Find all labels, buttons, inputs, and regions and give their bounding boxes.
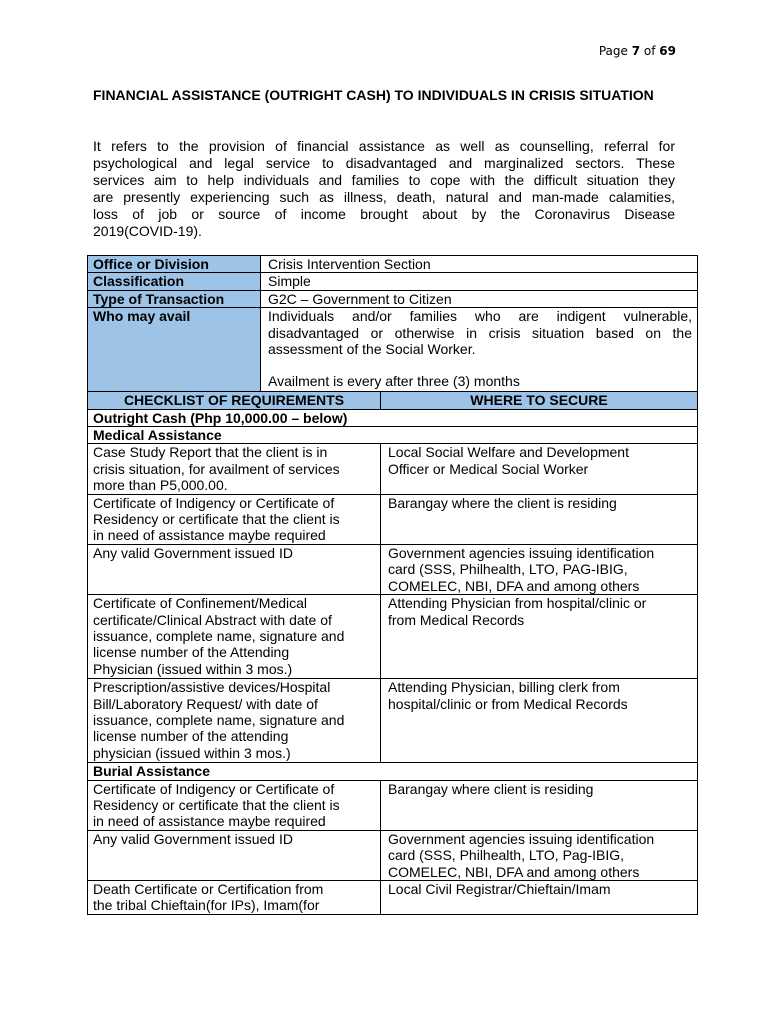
where-line: hospital/clinic or from Medical Records (388, 695, 628, 712)
intro-line: loss of job or source of income brought about by the Coronavirus Disease (93, 206, 675, 222)
intro-line: It refers to the provision of financial assistance as well as counselling, referral for (93, 138, 675, 154)
where-line: Local Civil Registrar/Chieftain/Imam (388, 880, 611, 897)
req-line: crisis situation, for availment of services (93, 460, 340, 477)
section-title: FINANCIAL ASSISTANCE (OUTRIGHT CASH) TO INDIVIDUALS IN CRISIS SITUATION (93, 87, 654, 103)
intro-line: psychological and legal service to disadvantaged and marginalized sectors. These (93, 155, 675, 171)
transaction-label: Type of Transaction (88, 290, 261, 307)
req-line: Residency or certificate that the client is (93, 511, 340, 528)
intro-line: services aim to help individuals and families to cope with the difficult situation they (93, 172, 675, 188)
requirement-cell (88, 494, 381, 544)
where-line: Attending Physician from hospital/clinic or (388, 595, 647, 612)
where-cell (381, 830, 698, 880)
where-line: Local Social Welfare and Development (388, 444, 629, 461)
req-line: license number of the attending (93, 728, 289, 745)
req-line: more than P5,000.00. (93, 477, 228, 494)
requirement-row (88, 880, 698, 914)
req-line: Death Certificate or Certification from (93, 880, 324, 897)
requirement-cell (88, 830, 381, 880)
req-line: issuance, complete name, signature and (93, 627, 345, 644)
where-line: Barangay where the client is residing (388, 494, 617, 511)
page-current: 7 (631, 44, 641, 58)
requirement-row (88, 780, 698, 830)
who-line: disadvantaged or otherwise in crisis situation based on the (268, 324, 693, 341)
checklist-header (88, 392, 698, 409)
who-value (261, 308, 698, 392)
burial-section-title: Burial Assistance (88, 763, 698, 780)
where-line: card (SSS, Philhealth, LTO, Pag-IBIG, (388, 847, 625, 864)
where-cell (381, 679, 698, 763)
requirement-cell (88, 544, 381, 594)
page-of: of (643, 44, 656, 58)
where-line: COMELEC, NBI, DFA and among others (388, 577, 640, 594)
where-line: card (SSS, Philhealth, LTO, PAG-IBIG, (388, 561, 628, 578)
office-value: Crisis Intervention Section (261, 256, 698, 273)
req-line: Any valid Government issued ID (93, 830, 293, 847)
req-line: Certificate of Confinement/Medical (93, 595, 307, 612)
where-line: Attending Physician, billing clerk from (388, 679, 620, 696)
req-line: Physician (issued within 3 mos.) (93, 660, 293, 677)
where-line: COMELEC, NBI, DFA and among others (388, 863, 640, 880)
req-line: license number of the Attending (93, 644, 290, 661)
outright-row (88, 409, 698, 426)
info-row-classification (88, 273, 698, 290)
req-line: Residency or certificate that the client is (93, 796, 340, 813)
info-row-who (88, 308, 698, 392)
requirement-cell (88, 595, 381, 679)
requirement-row (88, 494, 698, 544)
office-label: Office or Division (88, 256, 261, 273)
req-line: Bill/Laboratory Request/ with date of (93, 695, 318, 712)
requirement-cell (88, 444, 381, 494)
burial-section-row (88, 763, 698, 780)
intro-line: are presently experiencing such as illness, death, natural and man-made calamities, (93, 189, 675, 205)
where-cell (381, 780, 698, 830)
requirement-row (88, 830, 698, 880)
who-line: Individuals and/or families who are indigent vulnerable, (268, 308, 693, 325)
where-cell (381, 595, 698, 679)
requirement-row (88, 679, 698, 763)
requirement-row (88, 595, 698, 679)
where-line: Officer or Medical Social Worker (388, 460, 589, 477)
where-line: Government agencies issuing identification (388, 544, 655, 561)
req-line: certificate/Clinical Abstract with date of (93, 611, 332, 628)
classification-value: Simple (261, 273, 698, 290)
where-cell (381, 494, 698, 544)
intro-paragraph (93, 138, 675, 240)
who-label: Who may avail (88, 308, 261, 392)
req-line: Certificate of Indigency or Certificate of (93, 494, 335, 511)
classification-label: Classification (88, 273, 261, 290)
req-line: in need of assistance maybe required (93, 527, 326, 544)
info-row-office (88, 256, 698, 273)
req-line: the tribal Chieftain(for IPs), Imam(for (93, 897, 320, 914)
req-line: in need of assistance maybe required (93, 813, 326, 830)
outright-label: Outright Cash (Php 10,000.00 – below) (88, 409, 698, 426)
page-total: 69 (659, 44, 676, 58)
req-line: physician (issued within 3 mos.) (93, 744, 291, 761)
where-line: Government agencies issuing identification (388, 830, 655, 847)
availment-note: Availment is every after three (3) months (268, 373, 520, 390)
requirement-cell (88, 679, 381, 763)
req-line: Any valid Government issued ID (93, 544, 293, 561)
medical-section-title: Medical Assistance (88, 427, 698, 444)
requirement-cell (88, 880, 381, 914)
req-line: issuance, complete name, signature and (93, 711, 345, 728)
page-number (560, 44, 676, 58)
req-line: Certificate of Indigency or Certificate of (93, 780, 335, 797)
requirement-row (88, 544, 698, 594)
who-line: assessment of the Social Worker. (268, 341, 476, 358)
checklist-col-requirements: CHECKLIST OF REQUIREMENTS (88, 392, 381, 409)
service-table (87, 255, 698, 915)
transaction-value: G2C – Government to Citizen (261, 290, 698, 307)
requirement-row (88, 444, 698, 494)
page-label: Page (598, 44, 628, 58)
checklist-col-where: WHERE TO SECURE (381, 392, 698, 409)
requirement-cell (88, 780, 381, 830)
info-row-transaction (88, 290, 698, 307)
intro-line: 2019(COVID-19). (93, 223, 202, 239)
where-cell (381, 880, 698, 914)
medical-section-row (88, 427, 698, 444)
req-line: Prescription/assistive devices/Hospital (93, 679, 331, 696)
req-line: Case Study Report that the client is in (93, 444, 328, 461)
where-cell (381, 444, 698, 494)
where-line: from Medical Records (388, 611, 525, 628)
where-cell (381, 544, 698, 594)
where-line: Barangay where client is residing (388, 780, 594, 797)
